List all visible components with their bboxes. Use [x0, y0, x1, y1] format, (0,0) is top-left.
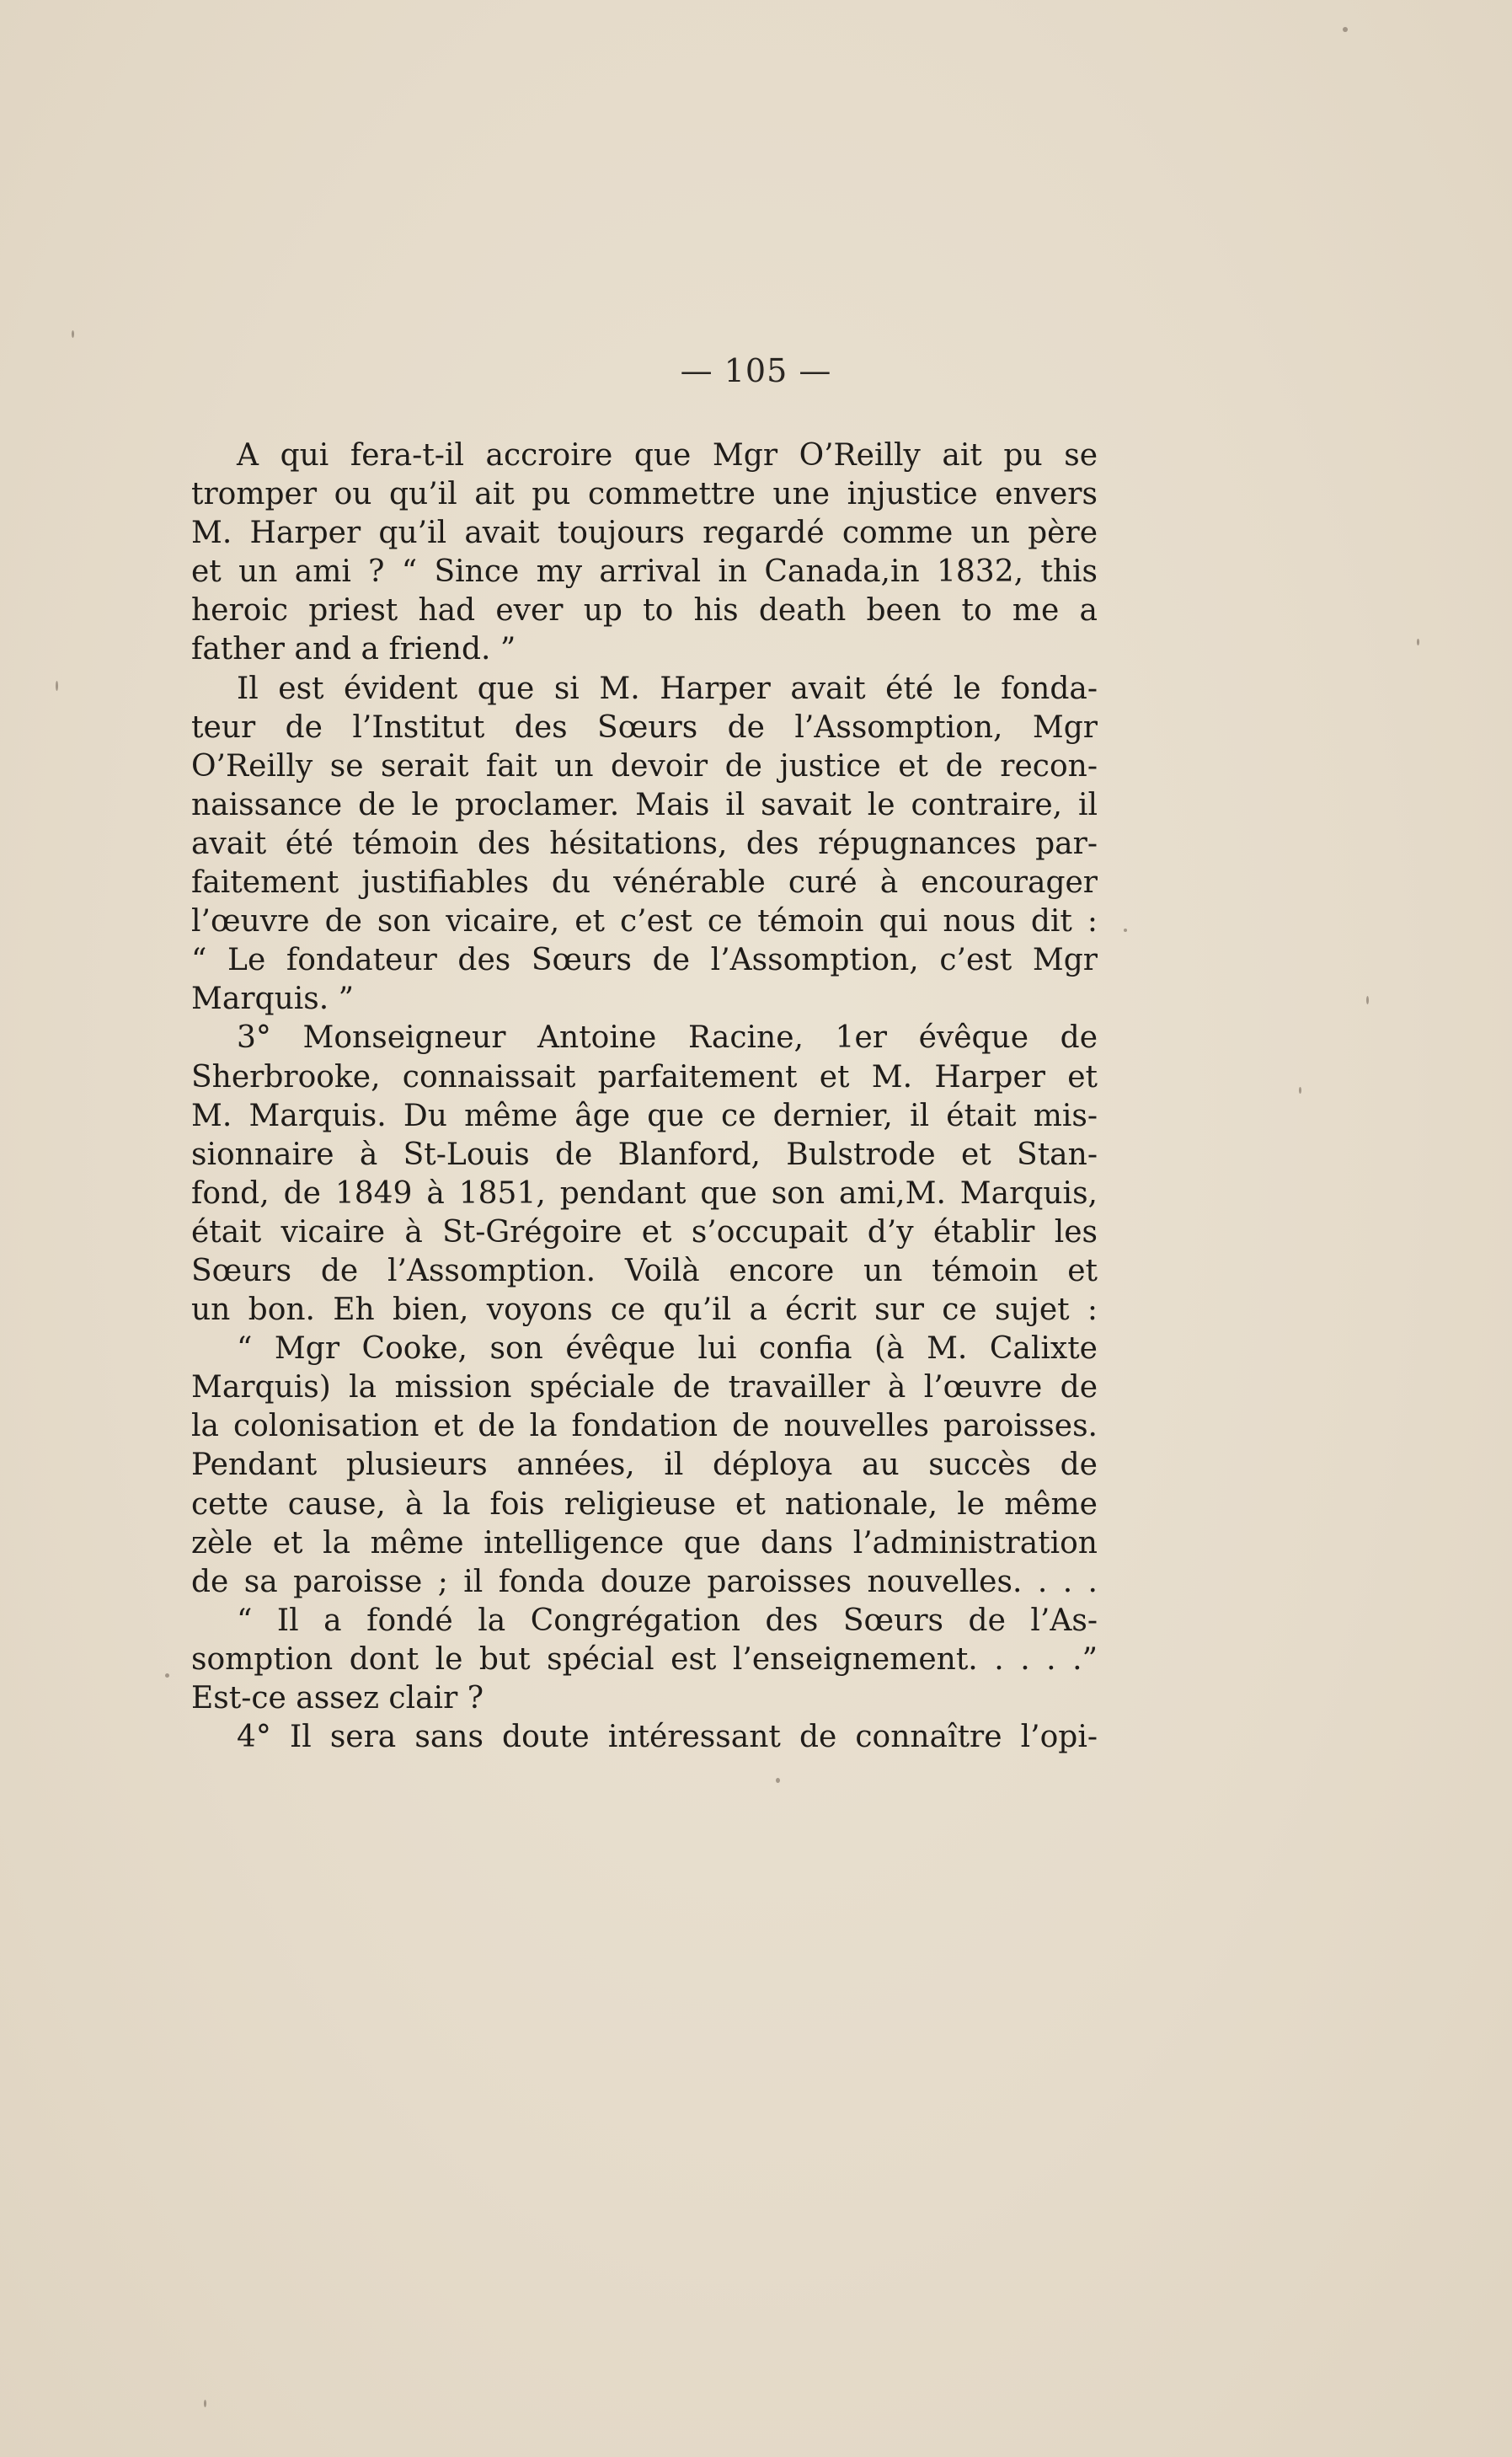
text-line: “ Le fondateur des Sœurs de l’Assomption, c’est Mgr — [191, 943, 1098, 978]
text-line: faitement justifiables du vénérable curé à encourager — [191, 865, 1098, 901]
paper-speck — [1417, 639, 1419, 645]
text-line: Pendant plusieurs années, il déploya au succès de — [191, 1448, 1098, 1483]
paper-speck — [1299, 1087, 1301, 1094]
text-line: sionnaire à St-Louis de Blanford, Bulstrode et Stan- — [191, 1137, 1098, 1172]
text-line: 3° Monseigneur Antoine Racine, 1er évêque de — [237, 1020, 1098, 1056]
text-line: M. Harper qu’il avait toujours regardé comme un père — [191, 516, 1098, 551]
text-line: était vicaire à St-Grégoire et s’occupait d’y établir les — [191, 1214, 1098, 1250]
text-line: et un ami ? “ Since my arrival in Canada,in 1832, this — [191, 554, 1098, 590]
text-line: un bon. Eh bien, voyons ce qu’il a écrit sur ce sujet : — [191, 1293, 1098, 1328]
paper-speck — [56, 681, 58, 691]
paper-speck — [72, 330, 74, 338]
page-number: — 105 — — [680, 352, 832, 389]
text-line: avait été témoin des hésitations, des répugnances par- — [191, 826, 1098, 861]
text-line: Marquis. ” — [191, 982, 355, 1017]
text-line: tromper ou qu’il ait pu commettre une injustice envers — [191, 477, 1098, 512]
paper-speck — [1343, 27, 1348, 32]
body-text — [191, 436, 1098, 1757]
text-line: Marquis) la mission spéciale de travailler à l’œuvre de — [191, 1370, 1098, 1405]
text-line: father and a friend. ” — [191, 632, 516, 667]
text-line: Il est évident que si M. Harper avait été le fonda- — [237, 671, 1098, 706]
text-line: zèle et la même intelligence que dans l’administration — [191, 1525, 1098, 1560]
text-line: de sa paroisse ; il fonda douze paroisses nouvelles. . . . — [191, 1564, 1098, 1599]
text-line: 4° Il sera sans doute intéressant de connaître l’opi- — [237, 1720, 1098, 1755]
text-line: fond, de 1849 à 1851, pendant que son ami,M. Marquis, — [191, 1175, 1098, 1211]
paper-speck — [1366, 996, 1369, 1004]
text-line: Sherbrooke, connaissait parfaitement et M. Harper et — [191, 1059, 1098, 1095]
paper-speck — [165, 1673, 169, 1678]
text-line: O’Reilly se serait fait un devoir de justice et de recon- — [191, 748, 1098, 784]
text-line: cette cause, à la fois religieuse et nationale, le même — [191, 1486, 1098, 1522]
text-line: somption dont le but spécial est l’enseignement. . . . .” — [191, 1641, 1098, 1677]
text-line: teur de l’Institut des Sœurs de l’Assomption, Mgr — [191, 709, 1098, 745]
text-line: Est-ce assez clair ? — [191, 1681, 484, 1716]
text-line: la colonisation et de la fondation de nouvelles paroisses. — [191, 1409, 1098, 1444]
text-line: “ Mgr Cooke, son évêque lui confia (à M. Calixte — [237, 1331, 1098, 1367]
text-line: naissance de le proclamer. Mais il savait le contraire, il — [191, 787, 1098, 822]
text-line: heroic priest had ever up to his death been to me a — [191, 593, 1098, 629]
text-line: M. Marquis. Du même âge que ce dernier, il était mis- — [191, 1098, 1098, 1133]
text-line: “ Il a fondé la Congrégation des Sœurs de l’As- — [237, 1603, 1098, 1638]
text-line: A qui fera-t-il accroire que Mgr O’Reilly ait pu se — [237, 438, 1098, 473]
paper-speck — [204, 2400, 206, 2407]
paper-speck — [1124, 929, 1127, 932]
paper-speck — [776, 1778, 780, 1783]
text-line: l’œuvre de son vicaire, et c’est ce témoin qui nous dit : — [191, 904, 1098, 939]
text-line: Sœurs de l’Assomption. Voilà encore un témoin et — [191, 1253, 1098, 1288]
